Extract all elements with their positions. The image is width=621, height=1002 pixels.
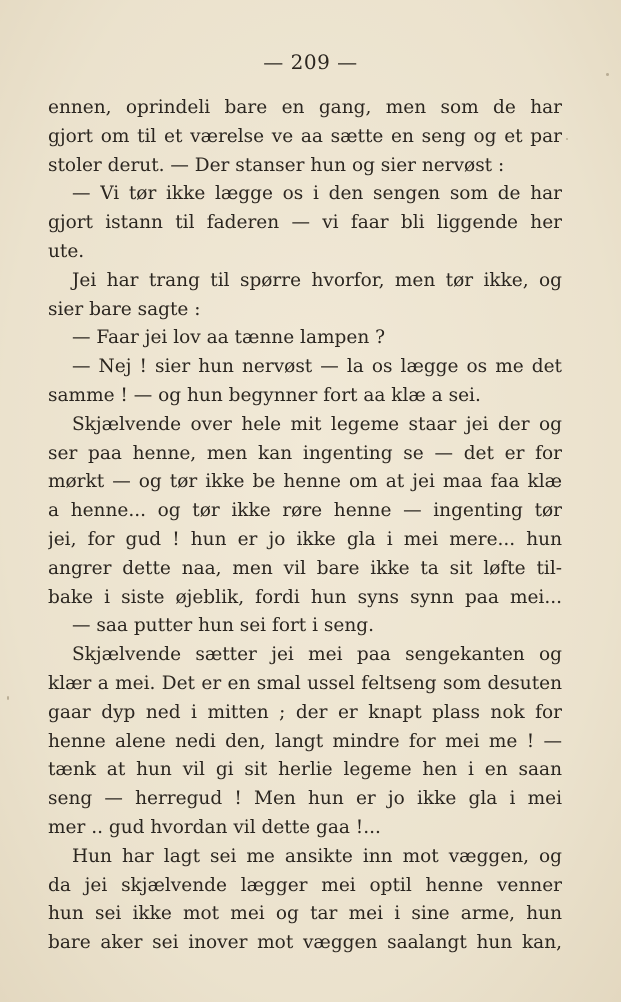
text-line: — Vi tør ikke lægge os i den sengen som de har — [72, 183, 562, 205]
text-line: ser paa henne, men kan ingenting se — det er for — [48, 442, 562, 464]
page-number: — 209 — — [263, 50, 358, 74]
text-line: — saa putter hun sei fort i seng. — [72, 615, 374, 637]
text-line: bake i siste øjeblik, fordi hun syns synn paa mei... — [48, 586, 562, 608]
text-line: mørkt — og tør ikke be henne om at jei maa faa klæ — [48, 471, 562, 493]
body-text — [48, 94, 562, 958]
text-line: tænk at hun vil gi sit herlie legeme hen i en saan — [48, 759, 562, 781]
paper-speck — [7, 696, 9, 700]
text-line: sier bare sagte : — [48, 298, 201, 320]
text-line: henne alene nedi den, langt mindre for mei me ! — — [48, 730, 562, 752]
text-line: Jei har trang til spørre hvorfor, men tør ikke, og — [72, 269, 562, 291]
text-line: jei, for gud ! hun er jo ikke gla i mei mere... hun — [48, 528, 562, 550]
text-line: gjort om til et værelse ve aa sætte en seng og et par — [48, 125, 562, 147]
text-line: hun sei ikke mot mei og tar mei i sine arme, hun — [48, 903, 562, 925]
text-line: a henne... og tør ikke røre henne — ingenting tør — [48, 500, 562, 522]
paper-speck — [566, 138, 568, 140]
text-line: ennen, oprindeli bare en gang, men som de har — [48, 97, 562, 118]
text-line: Skjælvende sætter jei mei paa sengekanten og — [72, 644, 562, 666]
paper-speck — [606, 73, 609, 76]
text-line: gjort istann til faderen — vi faar bli liggende her — [48, 212, 562, 234]
text-line: ute. — [48, 240, 85, 262]
text-line: Skjælvende over hele mit legeme staar jei der og — [72, 413, 562, 435]
text-line: bare aker sei inover mot væggen saalangt hun kan, — [48, 932, 562, 954]
text-line: klær a mei. Det er en smal ussel feltseng som desuten — [48, 672, 562, 694]
text-line: samme ! — og hun begynner fort aa klæ a sei. — [48, 384, 481, 406]
text-line: seng — herregud ! Men hun er jo ikke gla i mei — [48, 788, 562, 810]
text-line: mer .. gud hvordan vil dette gaa !... — [48, 816, 381, 838]
text-line: Hun har lagt sei me ansikte inn mot væggen, og — [72, 845, 562, 867]
text-line: gaar dyp ned i mitten ; der er knapt plass nok for — [48, 701, 562, 723]
text-line: angrer dette naa, men vil bare ikke ta sit løfte til- — [48, 557, 562, 579]
text-line: — Nej ! sier hun nervøst — la os lægge os me det — [72, 356, 562, 378]
text-line: da jei skjælvende lægger mei optil henne venner — [48, 874, 562, 896]
text-line: stoler derut. — Der stanser hun og sier nervøst : — [48, 154, 505, 176]
text-line: — Faar jei lov aa tænne lampen ? — [72, 327, 386, 349]
